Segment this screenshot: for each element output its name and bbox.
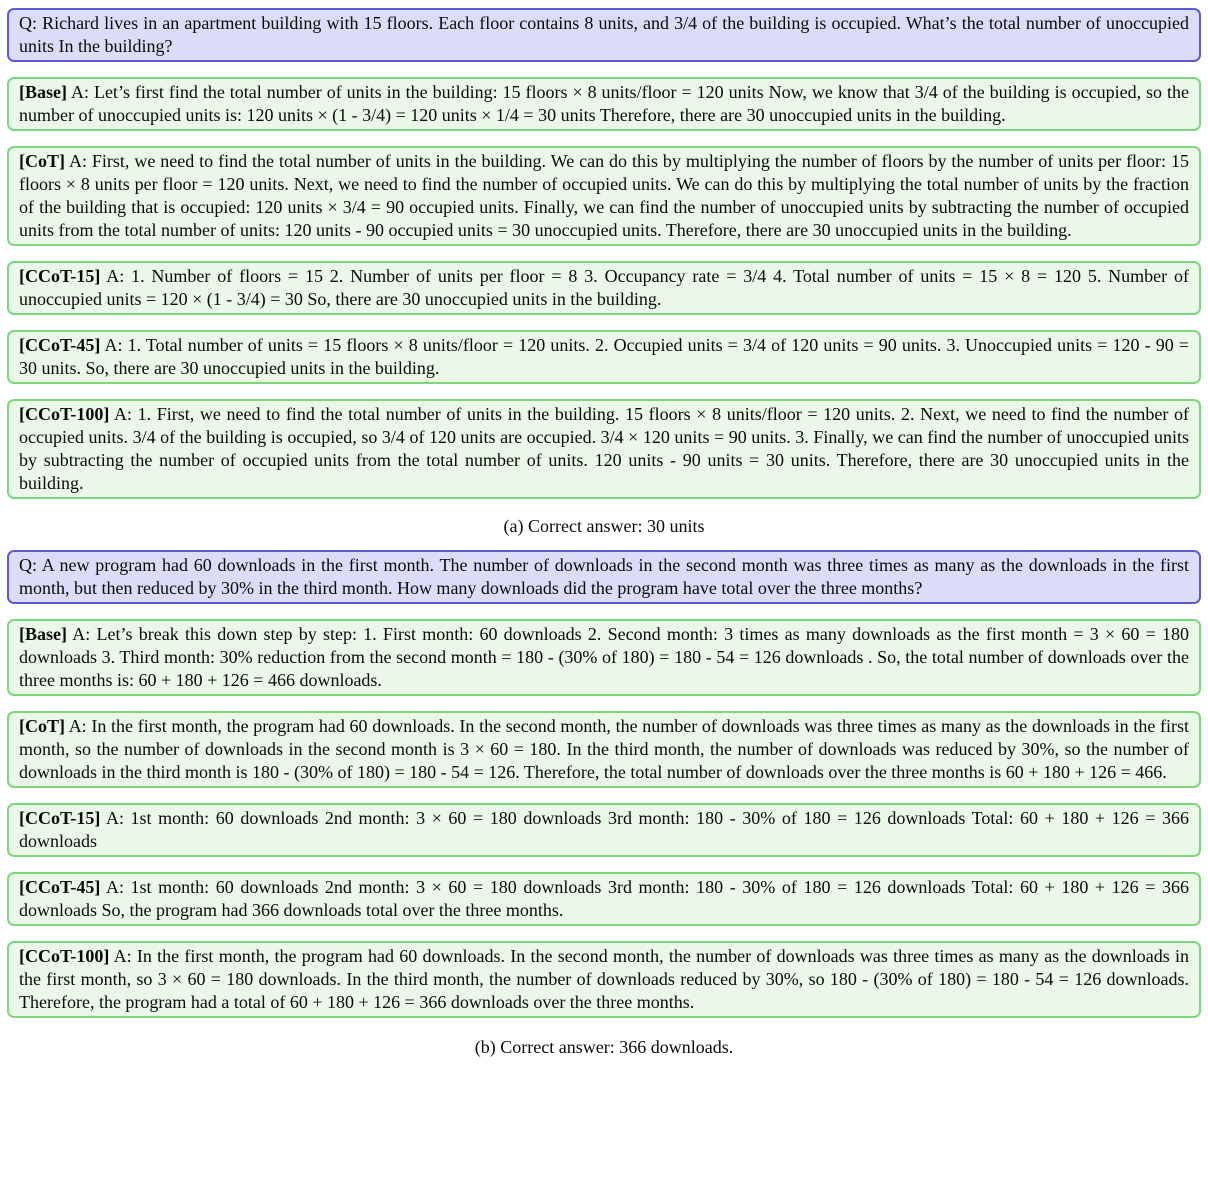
answer-text-ccot100-a: A: 1. First, we need to find the total number of units in the building. 15 floors × 8 units/floor = 120 units. 2. Next, we need to find the number of occupied units. 3/4 of the building is occupied, so 3/4 of 120 units are occupied. 3/4 × 120 units = 90 units. 3. Finally, we can find the number of unoccupied units by subtracting the number of occupied units from the total number of units. 120 units - 90 units = 30 units. Therefore, there are 30 unoccupied units in the building. (19, 404, 1189, 493)
method-label-base-b: [Base] (19, 624, 67, 644)
answer-text-ccot15-a: A: 1. Number of floors = 15 2. Number of units per floor = 8 3. Occupancy rate = 3/4 4. Total number of units = 15 × 8 = 120 5. Number of unoccupied units = 120 × (1 - 3/4) = 30 So, there are 30 unoccupied units in the building. (19, 266, 1190, 309)
answer-box-ccot15-a (7, 261, 1201, 315)
subfigure-caption-b: (b) Correct answer: 366 downloads. (474, 1037, 734, 1057)
method-label-ccot100-a: [CCoT-100] (19, 404, 110, 424)
method-label-ccot45-b: [CCoT-45] (19, 877, 101, 897)
method-label-cot-a: [CoT] (19, 151, 65, 171)
answer-box-ccot45-b (7, 872, 1201, 926)
method-label-cot-b: [CoT] (19, 716, 65, 736)
answer-box-base-b (7, 619, 1201, 696)
answer-text-ccot45-b: A: 1st month: 60 downloads 2nd month: 3 × 60 = 180 downloads 3rd month: 180 - 30% of 180 = 126 downloads Total: 60 + 180 + 126 = 366 downloads So, the program had 366 downloads total over the three months. (19, 877, 1189, 920)
answer-text-ccot100-b: A: In the first month, the program had 60 downloads. In the second month, the number of downloads was three times as many as the downloads in the first month, so 3 × 60 = 180 downloads. In the third month, the number of downloads reduced by 30%, so 180 - (30% of 180) = 180 - 54 = 126 downloads. Therefore, the program had a total of 60 + 180 + 126 = 366 downloads over the three months. (19, 946, 1189, 1012)
answer-box-ccot100-b (7, 941, 1201, 1018)
answer-text-base-b: A: Let’s break this down step by step: 1. First month: 60 downloads 2. Second month: 3 times as many downloads as the first month = 3 × 60 = 180 downloads 3. Third month: 30% reduction from the second month = 180 - (30% of 180) = 180 - 54 = 126 downloads . So, the total number of downloads over the three months is: 60 + 180 + 126 = 466 downloads. (19, 624, 1190, 690)
answer-box-cot-a (7, 146, 1201, 246)
answer-text-ccot45-a: A: 1. Total number of units = 15 floors × 8 units/floor = 120 units. 2. Occupied units = 3/4 of 120 units = 90 units. 3. Unoccupied units = 120 - 90 = 30 units. So, there are 30 unoccupied units in the building. (19, 335, 1189, 378)
answer-box-base-a (7, 77, 1201, 131)
answer-box-cot-b (7, 711, 1201, 788)
answer-text-cot-a: A: First, we need to find the total number of units in the building. We can do this by multiplying the number of floors by the number of units per floor: 15 floors × 8 units per floor = 120 units. Next, we need to find the number of occupied units. We can do this by multiplying the total number of units by the fraction of the building that is occupied: 120 units × 3/4 = 90 occupied units. Finally, we can find the number of unoccupied units by subtracting the number of occupied units from the total number of units: 120 units - 90 occupied units = 30 unoccupied units. Therefore, there are 30 unoccupied units in the building. (19, 151, 1189, 240)
question-box-b: Q: A new program had 60 downloads in the first month. The number of downloads in the second month was three times as many as the downloads in the first month, but then reduced by 30% in the third month. How many downloads did the program have total over the three months? (7, 550, 1201, 604)
answer-box-ccot100-a (7, 399, 1201, 499)
answer-text-base-a: A: Let’s first find the total number of units in the building: 15 floors × 8 units/floor = 120 units Now, we know that 3/4 of the building is occupied, so the number of unoccupied units is: 120 units × (1 - 3/4) = 120 units × 1/4 = 30 units Therefore, there are 30 unoccupied units in the building. (19, 82, 1189, 125)
method-label-base-a: [Base] (19, 82, 67, 102)
answer-box-ccot45-a (7, 330, 1201, 384)
method-label-ccot45-a: [CCoT-45] (19, 335, 101, 355)
answer-text-cot-b: A: In the first month, the program had 60 downloads. In the second month, the number of downloads was three times as many as the downloads in the first month, so the number of downloads in the second month is 3 × 60 = 180. In the third month, the number of downloads was reduced by 30%, so the number of downloads in the third month is 180 - (30% of 180) = 180 - 54 = 126. Therefore, the total number of downloads over the three months is 60 + 180 + 126 = 466. (19, 716, 1189, 782)
question-box-a: Q: Richard lives in an apartment building with 15 floors. Each floor contains 8 units, and 3/4 of the building is occupied. What’s the total number of unoccupied units In the building? (7, 8, 1201, 62)
method-label-ccot15-b: [CCoT-15] (19, 808, 101, 828)
answer-text-ccot15-b: A: 1st month: 60 downloads 2nd month: 3 × 60 = 180 downloads 3rd month: 180 - 30% of 180 = 126 downloads Total: 60 + 180 + 126 = 366 downloads (19, 808, 1189, 851)
method-label-ccot100-b: [CCoT-100] (19, 946, 110, 966)
method-label-ccot15-a: [CCoT-15] (19, 266, 101, 286)
answer-box-ccot15-b (7, 803, 1201, 857)
subfigure-caption-a: (a) Correct answer: 30 units (503, 516, 705, 536)
